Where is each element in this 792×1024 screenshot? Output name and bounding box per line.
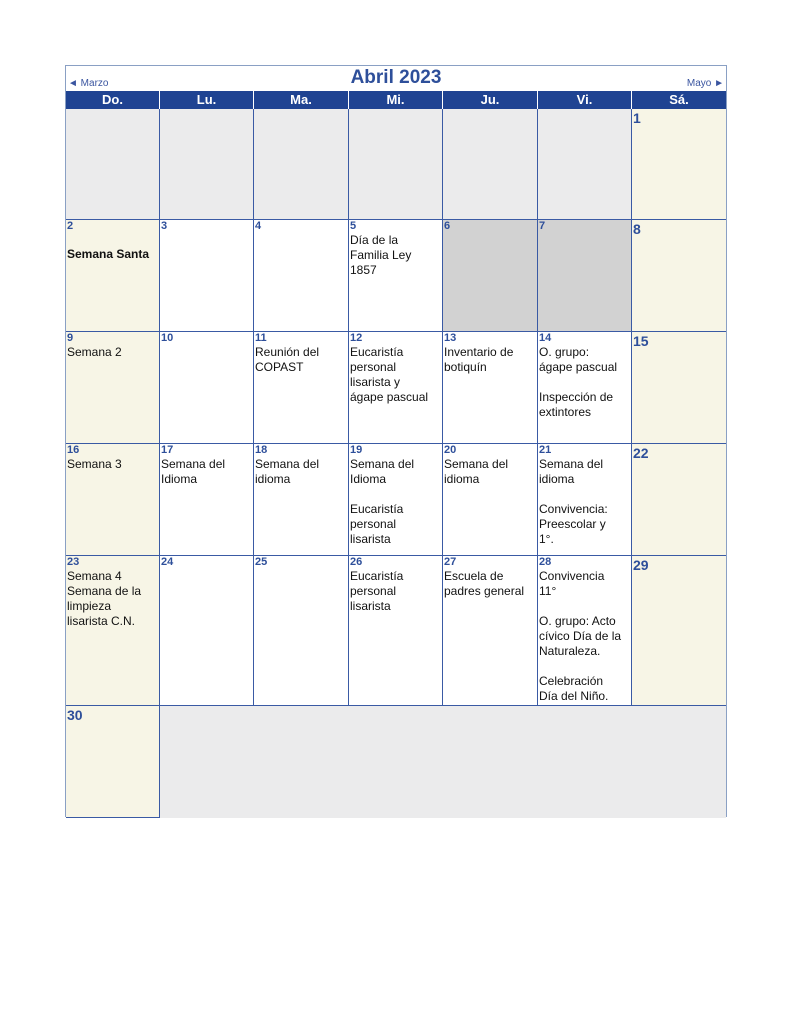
- weekday-header: Sá.: [669, 92, 689, 107]
- calendar-event[interactable]: O. grupo: Acto cívico Día de la Naturaleza.: [539, 614, 622, 658]
- event-list: [349, 457, 442, 547]
- day-number: 5: [350, 220, 357, 232]
- calendar-event[interactable]: Inventario de botiquín: [444, 345, 514, 374]
- calendar-event[interactable]: Semana del Idioma: [161, 457, 226, 486]
- weekday-header: Mi.: [349, 91, 443, 109]
- day-cell[interactable]: [632, 220, 726, 332]
- day-cell[interactable]: [254, 220, 349, 332]
- day-number: 1: [633, 110, 641, 126]
- calendar-event[interactable]: Semana del idioma: [539, 457, 604, 486]
- day-number: 9: [67, 332, 74, 344]
- day-number: 17: [161, 444, 174, 456]
- day-cell[interactable]: [443, 332, 538, 444]
- day-cell[interactable]: [443, 220, 538, 332]
- day-number: 29: [633, 557, 649, 573]
- day-number: 6: [444, 220, 451, 232]
- event-list: [349, 569, 442, 614]
- day-number: 12: [350, 332, 363, 344]
- event-list: [66, 569, 159, 629]
- day-number: 25: [255, 556, 268, 568]
- calendar-event[interactable]: Semana del idioma: [444, 457, 509, 486]
- day-number: 22: [633, 445, 649, 461]
- day-number: 30: [67, 707, 83, 723]
- day-cell[interactable]: [538, 220, 632, 332]
- day-number: 15: [633, 333, 649, 349]
- day-cell[interactable]: [632, 332, 726, 444]
- calendar-event[interactable]: Convivencia 11°: [539, 569, 605, 598]
- empty-day-cell[interactable]: [254, 109, 349, 220]
- calendar-event[interactable]: Día de la Familia Ley 1857: [350, 233, 412, 277]
- calendar-event[interactable]: Semana del idioma: [255, 457, 320, 486]
- event-list: [538, 345, 631, 420]
- day-cell[interactable]: [66, 556, 160, 706]
- event-list: [66, 247, 159, 262]
- calendar-event[interactable]: Escuela de padres general: [444, 569, 525, 598]
- calendar-event[interactable]: O. grupo: ágape pascual: [539, 345, 618, 374]
- calendar: [65, 65, 727, 817]
- empty-trailing-days: [160, 706, 726, 818]
- event-list: [254, 345, 348, 375]
- calendar-event[interactable]: Convivencia: Preescolar y 1°.: [539, 502, 608, 546]
- day-cell[interactable]: [538, 556, 632, 706]
- day-cell[interactable]: [538, 332, 632, 444]
- day-cell[interactable]: [443, 444, 538, 556]
- weekday-header: Ju.: [443, 91, 538, 109]
- calendar-event[interactable]: Inspección de extintores: [539, 390, 614, 419]
- day-number: 8: [633, 221, 641, 237]
- day-cell[interactable]: [349, 556, 443, 706]
- day-number: 16: [67, 444, 80, 456]
- day-cell[interactable]: [632, 109, 726, 220]
- day-number: 2: [67, 220, 74, 232]
- calendar-event[interactable]: Eucaristía personal lisarista: [350, 569, 404, 613]
- calendar-event[interactable]: Semana 4 Semana de la limpieza lisarista C.N.: [67, 569, 142, 628]
- event-list: [66, 457, 159, 472]
- day-cell[interactable]: [632, 556, 726, 706]
- day-number: 3: [161, 220, 168, 232]
- calendar-event[interactable]: Semana 2: [67, 345, 122, 359]
- event-list: [443, 569, 537, 599]
- event-list: [349, 233, 442, 278]
- day-number: 26: [350, 556, 363, 568]
- event-list: [538, 569, 631, 704]
- day-number: 21: [539, 444, 552, 456]
- next-month-link[interactable]: Mayo ►: [686, 78, 724, 89]
- day-cell[interactable]: [349, 220, 443, 332]
- event-list: [66, 345, 159, 360]
- day-cell[interactable]: [160, 444, 254, 556]
- weekday-header: Ma.: [254, 91, 349, 109]
- day-number: 27: [444, 556, 457, 568]
- day-number: 23: [67, 556, 80, 568]
- day-number: 11: [255, 332, 267, 344]
- previous-month-link[interactable]: ◄ Marzo: [68, 78, 109, 89]
- event-list: [349, 345, 442, 405]
- day-number: 28: [539, 556, 552, 568]
- day-cell[interactable]: [349, 444, 443, 556]
- day-cell[interactable]: [66, 706, 160, 818]
- day-cell[interactable]: [632, 444, 726, 556]
- weekday-header: Lu.: [160, 91, 254, 109]
- empty-day-cell[interactable]: [443, 109, 538, 220]
- calendar-header: [66, 66, 726, 91]
- day-cell[interactable]: [538, 444, 632, 556]
- day-cell[interactable]: [160, 332, 254, 444]
- calendar-event[interactable]: Semana Santa: [67, 247, 150, 261]
- day-cell[interactable]: [254, 444, 349, 556]
- event-list: [443, 345, 537, 375]
- day-number: 10: [161, 332, 174, 344]
- day-number: 20: [444, 444, 457, 456]
- event-list: [254, 457, 348, 487]
- day-cell[interactable]: [443, 556, 538, 706]
- day-cell[interactable]: [349, 332, 443, 444]
- day-number: 18: [255, 444, 268, 456]
- weekday-header-row: [66, 91, 726, 109]
- event-list: [538, 457, 631, 547]
- day-cell[interactable]: [160, 220, 254, 332]
- day-cell[interactable]: [160, 556, 254, 706]
- empty-day-cell[interactable]: [538, 109, 632, 220]
- empty-day-cell[interactable]: [66, 109, 160, 220]
- day-cell[interactable]: [254, 332, 349, 444]
- calendar-event[interactable]: Celebración Día del Niño.: [539, 674, 609, 703]
- day-cell[interactable]: [66, 332, 160, 444]
- day-number: 7: [539, 220, 546, 232]
- calendar-event[interactable]: Semana 3: [67, 457, 122, 471]
- day-cell[interactable]: [66, 444, 160, 556]
- day-cell[interactable]: [66, 220, 160, 332]
- calendar-event[interactable]: Eucaristía personal lisarista y ágape pascual: [350, 345, 429, 404]
- event-list: [160, 457, 253, 487]
- day-cell[interactable]: [254, 556, 349, 706]
- calendar-event[interactable]: Semana del Idioma: [350, 457, 415, 486]
- day-number: 24: [161, 556, 174, 568]
- day-number: 13: [444, 332, 457, 344]
- empty-day-cell[interactable]: [349, 109, 443, 220]
- weekday-header: Vi.: [538, 91, 632, 109]
- calendar-event[interactable]: Eucaristía personal lisarista: [350, 502, 404, 546]
- empty-day-cell[interactable]: [160, 109, 254, 220]
- weekday-header: Do.: [66, 91, 160, 109]
- calendar-event[interactable]: Reunión del COPAST: [255, 345, 320, 374]
- month-title: Abril 2023: [350, 67, 442, 88]
- event-list: [443, 457, 537, 487]
- day-number: 4: [255, 220, 262, 232]
- day-number: 14: [539, 332, 552, 344]
- day-number: 19: [350, 444, 363, 456]
